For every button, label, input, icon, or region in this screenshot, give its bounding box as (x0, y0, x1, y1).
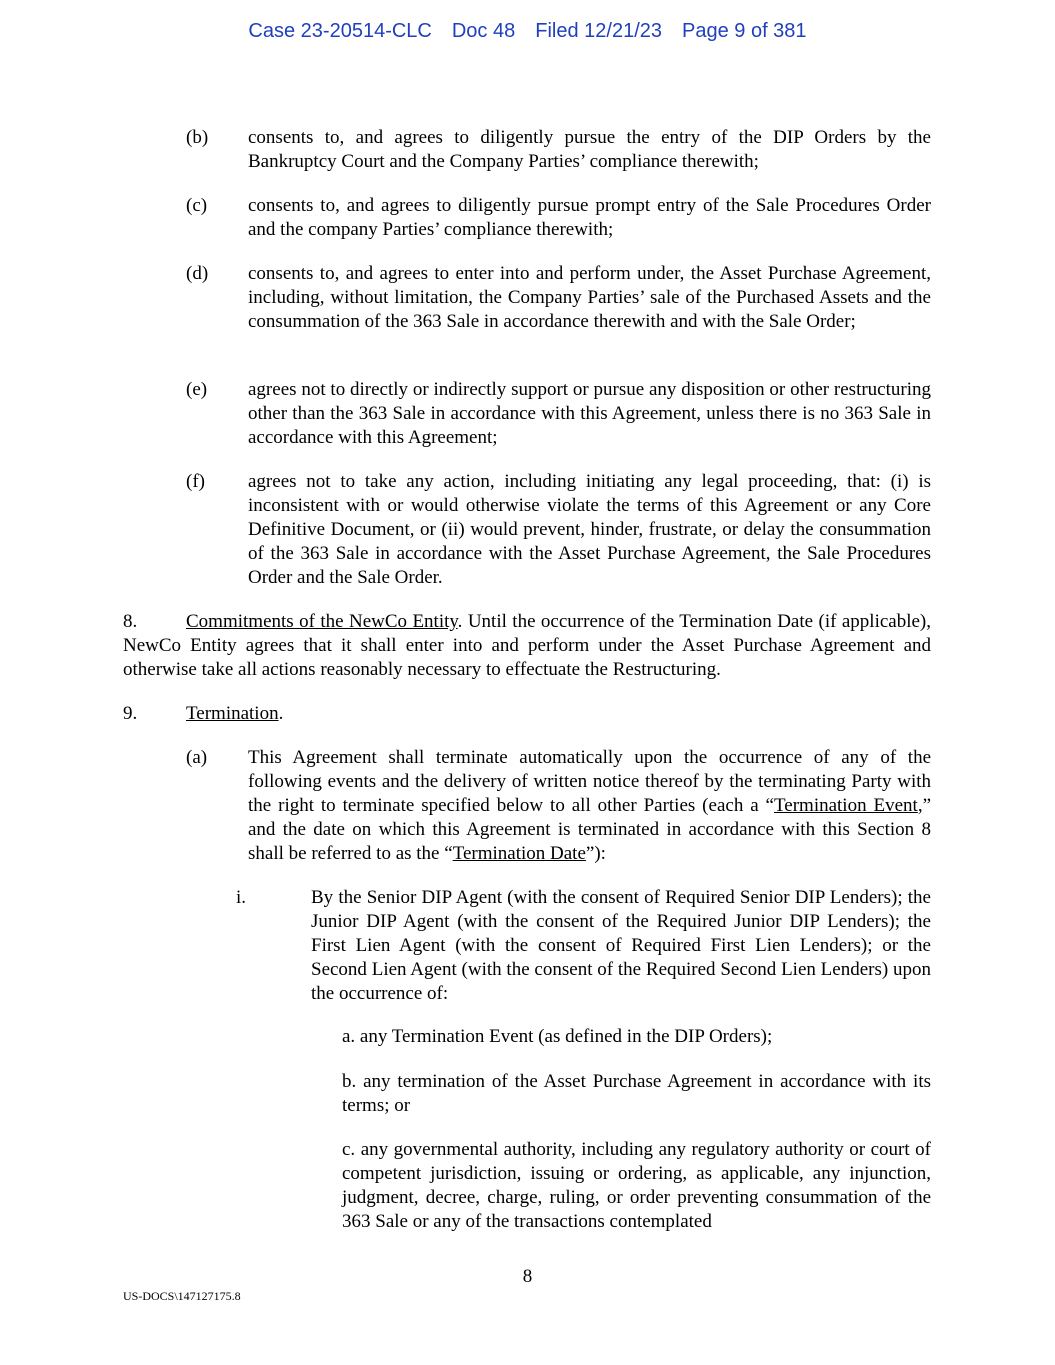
item-e-label: (e) (186, 379, 208, 400)
item-9a-label: (a) (186, 747, 208, 768)
item-i-text: By the Senior DIP Agent (with the consent of Required Senior DIP Lenders); the Junior DIP Agent (with the consent of the Required Junior DIP Lenders); the First Lien Agent (with the consent of Required First Lien Lenders); or the Second Lien Agent (with the consent of the Required Second Lien Lenders) upon the occurrence of: (311, 887, 931, 1004)
item-b-text: consents to, and agrees to diligently pursue the entry of the DIP Orders by the Bankruptcy Court and the Company Parties’ compliance therewith; (248, 127, 931, 172)
item-9a-text-part2: ,” and the date on which this Agreement is terminated in accordance with this Section 8 shall be referred to as the “ (248, 795, 931, 864)
sub-item-c: c. any governmental authority, including any regulatory authority or court of competent jurisdiction, issuing or ordering, as applicable, any injunction, judgment, decree, charge, ruling, or order preventing consummation of the 363 Sale or any of the transactions contemplated (342, 1139, 931, 1232)
item-9a-text (248, 746, 931, 866)
item-c-label: (c) (186, 195, 208, 216)
item-i-label: i. (236, 887, 247, 908)
section-8-heading: Commitments of the NewCo Entity (186, 611, 458, 632)
defined-term-termination-date: Termination Date (452, 843, 586, 864)
item-c-text: consents to, and agrees to diligently pursue prompt entry of the Sale Procedures Order and the company Parties’ compliance therewith; (248, 195, 931, 240)
court-filing-header (0, 20, 1055, 43)
document-id: US-DOCS\147127175.8 (123, 1289, 241, 1303)
item-f-label: (f) (186, 471, 205, 492)
item-b-label: (b) (186, 127, 209, 148)
section-8-number: 8. (123, 611, 138, 632)
sub-item-b: b. any termination of the Asset Purchase Agreement in accordance with its terms; or (342, 1071, 931, 1116)
item-d-label: (d) (186, 263, 209, 284)
section-9-heading-line (123, 702, 931, 726)
section-8-paragraph (123, 610, 931, 682)
page-count: Page 9 of 381 (682, 20, 807, 42)
doc-number: Doc 48 (451, 20, 516, 42)
sub-item-a: a. any Termination Event (as defined in the DIP Orders); (342, 1026, 773, 1047)
item-d-text: consents to, and agrees to enter into and perform under, the Asset Purchase Agreement, including, without limitation, the Company Parties’ sale of the Purchased Assets and the consummation of the 363 Sale in accordance therewith and with the Sale Order; (248, 263, 931, 332)
case-number: Case 23-20514-CLC (248, 20, 432, 42)
page-number: 8 (522, 1266, 533, 1287)
section-8-body: . Until the occurrence of the Termination Date (if applicable), NewCo Entity agrees that it shall enter into and perform under the Asset Purchase Agreement and otherwise take all actions reasonably necessary to effectuate the Restructuring. (123, 611, 931, 680)
item-e-text: agrees not to directly or indirectly support or pursue any disposition or other restructuring other than the 363 Sale in accordance with this Agreement, unless there is no 363 Sale in accordance with this Agreement; (248, 379, 931, 448)
section-9-number: 9. (123, 703, 138, 724)
item-9a-text-part3: ”): (585, 843, 606, 864)
item-9a-text-part1: This Agreement shall terminate automatically upon the occurrence of any of the following events and the delivery of written notice thereof by the terminating Party with the right to terminate specified below to all other Parties (each a “ (248, 747, 931, 816)
defined-term-termination-event: Termination Event (774, 795, 918, 816)
item-f-text: agrees not to take any action, including initiating any legal proceeding, that: (i) is inconsistent with or would otherwise violate the terms of this Agreement or any Core Definitive Document, or (ii) would prevent, hinder, frustrate, or delay the consummation of the 363 Sale in accordance with the Asset Purchase Agreement, the Sale Procedures Order and the Sale Order. (248, 471, 931, 588)
section-9-period: . (278, 703, 284, 724)
filed-date: Filed 12/21/23 (535, 20, 662, 42)
section-9-heading: Termination (186, 703, 279, 724)
